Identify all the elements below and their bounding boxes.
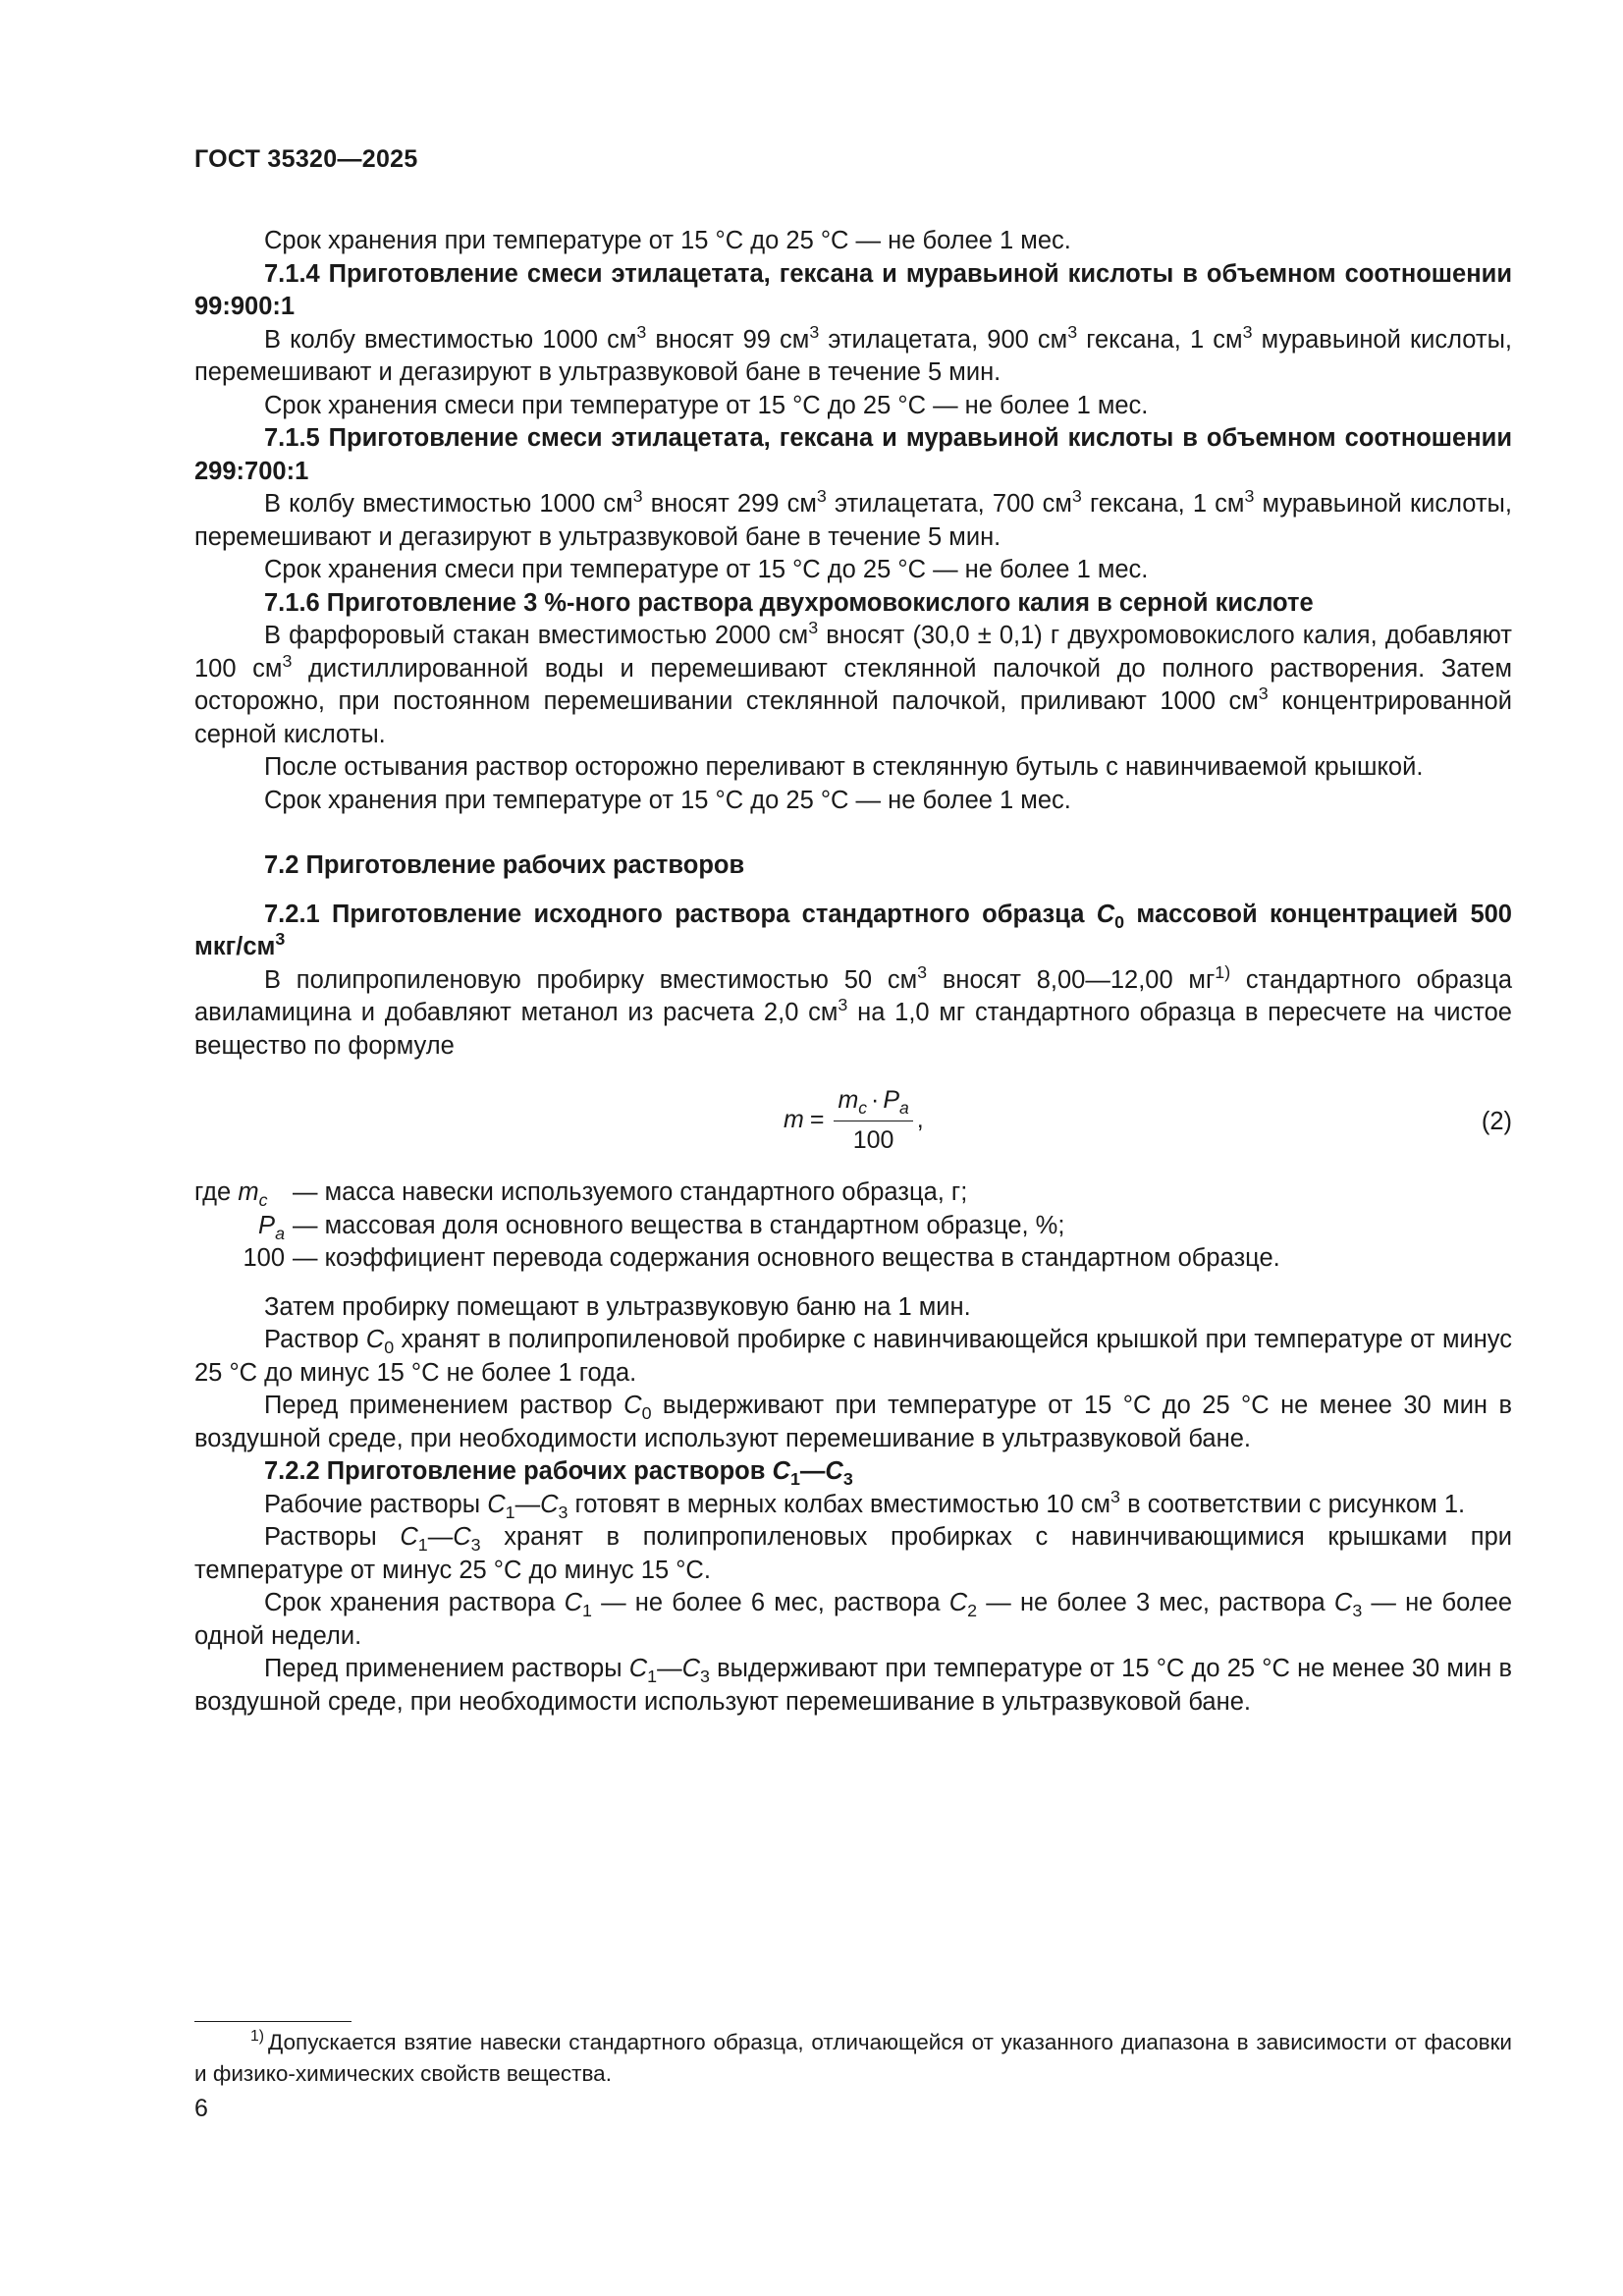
page-body [194, 225, 1512, 1719]
paragraph: Раствор $C_0$ хранят в полипропиленовой пробирке с навинчивающейся крышкой при температуре от минус 25 °С до минус 15 °С не более 1 года. [194, 1326, 1513, 1387]
where-list: где $m_c$ — масса навески используемого стандартного образца, г; $P_a$ — массовая доля основного вещества в стандартном образце, %; 100 — коэффициент перевода содержания основного вещества в стандартном образце. [194, 1178, 1280, 1272]
footnote-reference: 1) [1215, 961, 1231, 982]
section-7-1-6-title: 7.1.6 Приготовление 3 %-ного раствора двухромовокислого калия в серной кислоте [264, 588, 1314, 617]
footnote [194, 2027, 1512, 2090]
paragraph: Растворы $C_1—C_3$ хранят в полипропиленовых пробирках с навинчивающимися крышками при температуре от минус 25 °С до минус 15 °С. [194, 1523, 1513, 1584]
paragraph: Срок хранения смеси при температуре от 15 °С до 25 °С — не более 1 мес. [264, 391, 1149, 419]
paragraph: После остывания раствор осторожно переливают в стеклянную бутыль с навинчиваемой крышкой. [264, 753, 1424, 781]
section-7-1-4-title: 7.1.4 Приготовление смеси этилацетата, гексана и муравьиной кислоты в объемном соотношении 99:900:1 [194, 259, 1512, 320]
fraction: $\frac{m_c \cdot P_a}{100}$ [834, 1084, 912, 1157]
section-7-2-title: 7.2 Приготовление рабочих растворов [264, 851, 745, 879]
paragraph: В колбу вместимостью 1000 $см^3$ вносят 99 $см^3$ этилацетата, 900 $см^3$ гексана, 1 $см^3$ муравьиной кислоты, перемешивают и дегазируют в ультразвуковой бане в течение 5 мин. [194, 321, 1512, 386]
section-7-2-2-title: 7.2.2 Приготовление рабочих растворов $C_1—C_3$ [264, 1457, 853, 1490]
formula-number: (2) [1481, 1108, 1512, 1135]
footnote-separator [194, 2021, 352, 2022]
footnote-text: Допускается взятие навески стандартного образца, отличающейся от указанного диапазона в зависимости от фасовки и физико-химических свойств вещества. [194, 2030, 1512, 2086]
paragraph: Перед применением раствор $C_0$ выдерживают при температуре от 15 °С до 25 °С не менее 30 мин в воздушной среде, при необходимости используют перемешивание в ультразвуковой бане. [194, 1392, 1512, 1452]
paragraph: Срок хранения при температуре от 15 °С до 25 °С — не более 1 мес. [264, 227, 1071, 254]
paragraph: Перед применением растворы $C_1—C_3$ выдерживают при температуре от 15 °С до 25 °С не менее 30 мин в воздушной среде, при необходимости используют перемешивание в ультразвуковой бане. [194, 1655, 1512, 1716]
document-header: ГОСТ 35320—2025 [194, 145, 418, 173]
paragraph: Срок хранения смеси при температуре от 15 °С до 25 °С — не более 1 мес. [264, 556, 1149, 583]
paragraph: Затем пробирку помещают в ультразвуковую баню на 1 мин. [264, 1292, 971, 1321]
paragraph: В колбу вместимостью 1000 $см^3$ вносят 299 $см^3$ этилацетата, 700 $см^3$ гексана, 1 $см^3$ муравьиной кислоты, перемешивают и дегазируют в ультразвуковой бане в течение 5 мин. [194, 486, 1512, 551]
formula: m = $\frac{m_c \cdot P_a}{100}$ , [784, 1084, 924, 1157]
paragraph: Срок хранения при температуре от 15 °С до 25 °С — не более 1 мес. [264, 786, 1071, 814]
footnote-mark: 1) [249, 2028, 264, 2046]
paragraph: Срок хранения раствора $C_1$ — не более 6 мес, раствора $C_2$ — не более 3 мес, раствора $C_3$ — не более одной недели. [194, 1589, 1513, 1650]
page-number: 6 [194, 2095, 208, 2122]
section-7-1-5-title: 7.1.5 Приготовление смеси этилацетата, гексана и муравьиной кислоты в объемном соотношении 299:700:1 [194, 424, 1512, 485]
paragraph: Рабочие растворы $C_1—C_3$ готовят в мерных колбах вместимостью 10 $см^3$ в соответствии с рисунком 1. [264, 1486, 1466, 1522]
paragraph: В фарфоровый стакан вместимостью 2000 $см^3$ вносят (30,0 ± 0,1) г двухромовокислого калия, добавляют 100 $см^3$ дистиллированной воды и перемешивают стеклянной палочкой до полного растворения. Затем осторожно, при постоянном перемешивании стеклянной палочкой, приливают 1000 $см^3$ концентрированной серной кислоты. [194, 618, 1512, 748]
paragraph: В полипропиленовую пробирку вместимостью 50 $см^3$ вносят 8,00—12,00 $мг^{1)}$ стандартного образца авиламицина и добавляют метанол из расчета 2,0 $см^3$ на 1,0 мг стандартного образца в пересчете на чистое вещество по формуле [194, 961, 1513, 1060]
section-7-2-1-title: 7.2.1 Приготовление исходного раствора стандартного образца $C_0$ массовой концентрацией 500 мкг/$см^3$ [194, 900, 1512, 960]
formula-block [194, 1084, 1512, 1163]
